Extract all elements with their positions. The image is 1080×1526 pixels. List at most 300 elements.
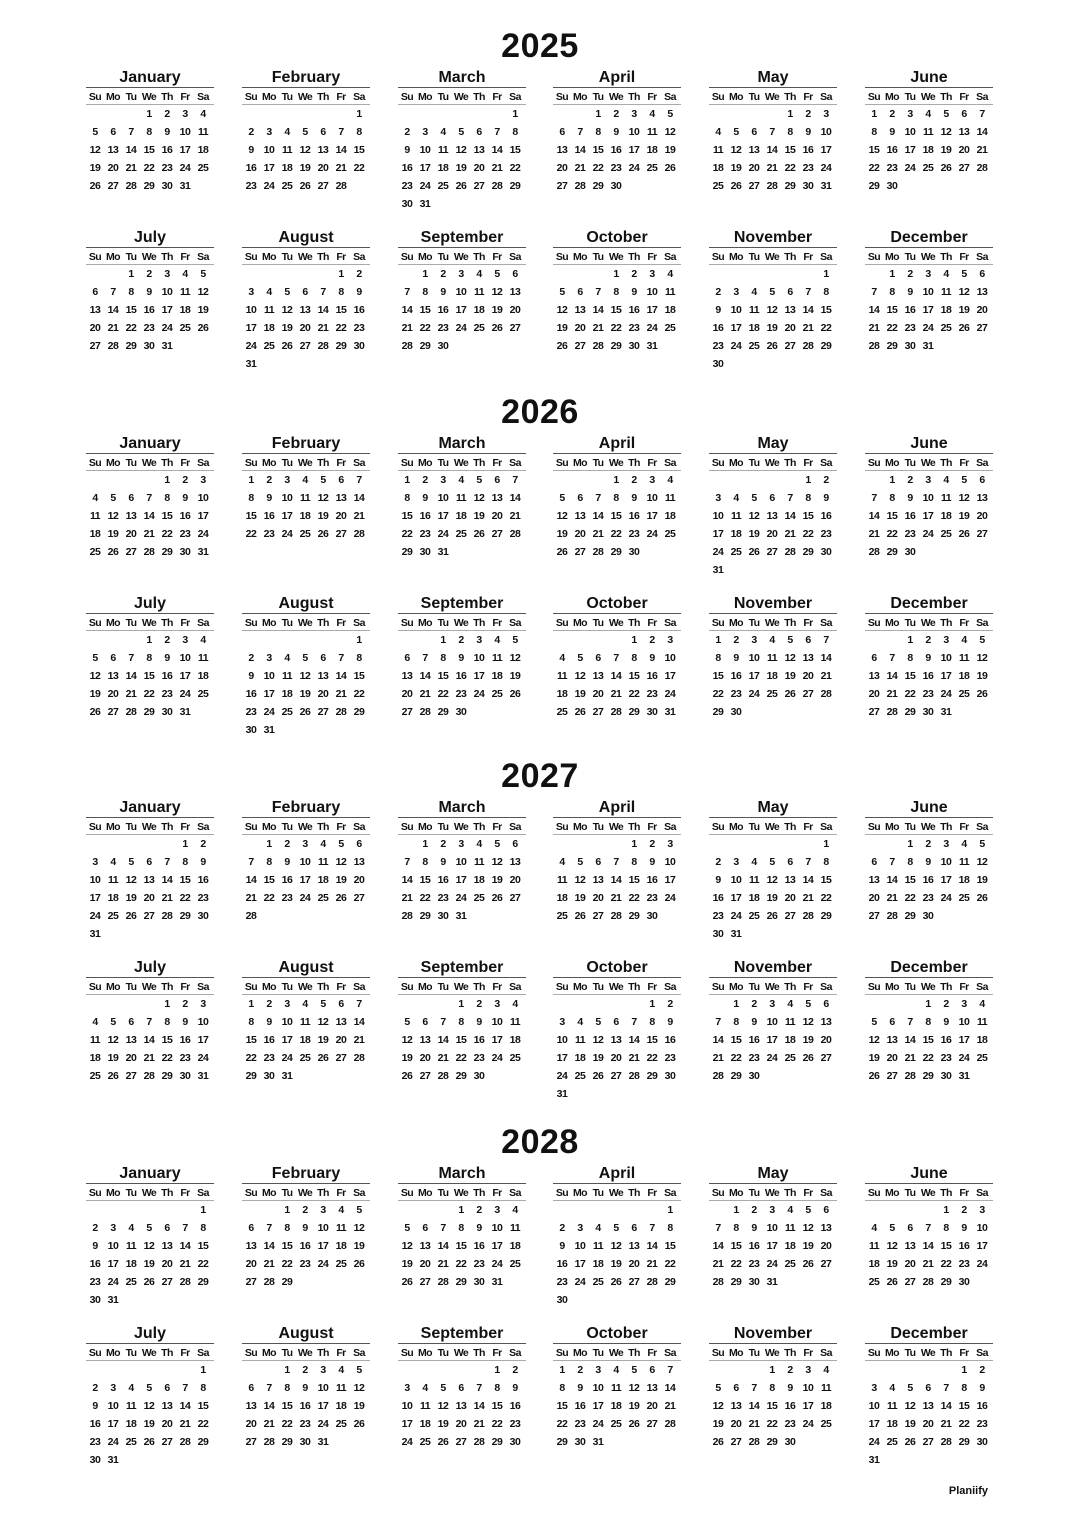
weekday-header-row — [865, 820, 993, 835]
day-cell: 19 — [940, 144, 952, 156]
day-cell: 11 — [820, 1382, 832, 1394]
day-cell — [350, 721, 368, 739]
day-cell: 19 — [958, 304, 970, 316]
weekday-label: Tu — [125, 1347, 137, 1359]
day-cell: 2 — [440, 268, 446, 280]
day-cell: 14 — [125, 144, 137, 156]
day-cell: 23 — [179, 528, 191, 540]
day-cell: 11 — [107, 874, 119, 886]
day-cell: 29 — [820, 340, 832, 352]
weekday-label: Tu — [748, 251, 760, 263]
day-cell: 9 — [284, 856, 290, 868]
day-cell: 24 — [281, 528, 293, 540]
weekday-label: Th — [628, 1347, 640, 1359]
day-cell: 1 — [356, 108, 362, 120]
day-cell: 28 — [802, 340, 814, 352]
weekday-label: Sa — [664, 457, 676, 469]
day-cell: 24 — [197, 528, 209, 540]
day-cell: 12 — [556, 510, 568, 522]
day-cell: 2 — [458, 634, 464, 646]
day-cell: 4 — [476, 268, 482, 280]
month-block — [709, 69, 837, 219]
day-cell: 28 — [610, 706, 622, 718]
week-row — [709, 123, 837, 141]
day-cell: 24 — [107, 1276, 119, 1288]
weekday-label: Th — [784, 457, 796, 469]
day-cell: 11 — [784, 1016, 796, 1028]
day-cell: 3 — [925, 474, 931, 486]
month-block — [398, 959, 526, 1109]
weekday-label: We — [141, 981, 157, 993]
weekday-label: Fr — [803, 251, 813, 263]
day-cell: 6 — [458, 1382, 464, 1394]
week-row — [865, 1031, 993, 1049]
day-cell — [194, 925, 212, 943]
weekday-label: Fr — [336, 821, 346, 833]
day-cell: 7 — [476, 1382, 482, 1394]
day-cell: 9 — [823, 492, 829, 504]
day-cell: 14 — [628, 1034, 640, 1046]
day-cell — [104, 1201, 122, 1219]
day-cell: 22 — [886, 528, 898, 540]
day-cell: 20 — [161, 1418, 173, 1430]
week-row — [865, 1397, 993, 1415]
weekday-label: Fr — [336, 91, 346, 103]
day-cell: 26 — [89, 180, 101, 192]
day-cell: 7 — [146, 492, 152, 504]
day-cell — [745, 355, 763, 373]
day-cell — [86, 265, 104, 283]
week-row — [865, 283, 993, 301]
day-cell — [901, 995, 919, 1013]
week-row — [86, 631, 214, 649]
weekday-label: Mo — [885, 1347, 899, 1359]
weekday-label: Tu — [748, 821, 760, 833]
weekday-header-row — [865, 616, 993, 631]
day-cell: 26 — [802, 1052, 814, 1064]
day-cell: 4 — [284, 126, 290, 138]
day-cell: 3 — [440, 474, 446, 486]
week-row — [398, 631, 526, 649]
day-cell: 22 — [401, 528, 413, 540]
week-row — [865, 835, 993, 853]
day-cell: 9 — [925, 652, 931, 664]
day-cell: 7 — [667, 1364, 673, 1376]
day-cell: 4 — [200, 108, 206, 120]
day-cell: 12 — [89, 670, 101, 682]
day-cell: 19 — [317, 1034, 329, 1046]
day-cell: 28 — [401, 910, 413, 922]
day-cell: 19 — [281, 322, 293, 334]
day-cell: 30 — [401, 198, 413, 210]
day-cell — [452, 1361, 470, 1379]
day-cell: 11 — [125, 1400, 137, 1412]
weekday-label: Fr — [803, 91, 813, 103]
day-cell: 24 — [766, 1052, 778, 1064]
weekday-header-row — [242, 90, 370, 105]
day-cell — [350, 907, 368, 925]
day-cell: 29 — [197, 1436, 209, 1448]
day-cell: 14 — [646, 1240, 658, 1252]
day-cell: 27 — [299, 340, 311, 352]
day-cell: 27 — [868, 910, 880, 922]
day-cell — [781, 471, 799, 489]
day-cell: 6 — [631, 1222, 637, 1234]
day-cell: 8 — [943, 1222, 949, 1234]
weekday-label: Tu — [281, 617, 293, 629]
day-cell — [901, 177, 919, 195]
week-row — [398, 1013, 526, 1031]
day-cell: 25 — [491, 688, 503, 700]
day-cell: 15 — [646, 1034, 658, 1046]
day-cell: 9 — [182, 1016, 188, 1028]
day-cell: 25 — [125, 1436, 137, 1448]
day-cell: 4 — [961, 634, 967, 646]
day-cell: 18 — [556, 892, 568, 904]
day-cell: 28 — [335, 180, 347, 192]
day-cell: 24 — [730, 910, 742, 922]
weekday-label: Sa — [353, 981, 365, 993]
day-cell: 29 — [143, 180, 155, 192]
week-row — [86, 337, 214, 355]
day-cell — [104, 995, 122, 1013]
day-cell: 18 — [335, 1240, 347, 1252]
day-cell: 13 — [455, 1400, 467, 1412]
weekday-label: We — [297, 251, 313, 263]
weekday-header-row — [242, 980, 370, 995]
day-cell: 26 — [353, 1258, 365, 1270]
month-name: May — [709, 1165, 837, 1184]
day-cell: 27 — [317, 180, 329, 192]
day-cell: 10 — [712, 510, 724, 522]
weekday-label: Fr — [180, 91, 190, 103]
weekday-label: Su — [711, 91, 725, 103]
day-cell: 9 — [476, 1222, 482, 1234]
day-cell: 2 — [440, 838, 446, 850]
day-cell: 14 — [491, 144, 503, 156]
day-cell: 8 — [613, 286, 619, 298]
day-cell — [955, 703, 973, 721]
day-cell: 23 — [281, 892, 293, 904]
day-cell: 3 — [110, 1382, 116, 1394]
day-cell: 5 — [404, 1016, 410, 1028]
day-cell: 14 — [107, 304, 119, 316]
day-cell: 3 — [266, 652, 272, 664]
day-cell: 11 — [958, 856, 970, 868]
day-cell: 5 — [631, 1364, 637, 1376]
day-cell — [398, 105, 416, 123]
weekday-label: We — [141, 1187, 157, 1199]
day-cell: 14 — [161, 874, 173, 886]
day-cell: 20 — [245, 1258, 257, 1270]
day-cell: 15 — [886, 304, 898, 316]
weekday-label: Tu — [125, 617, 137, 629]
day-cell: 20 — [143, 892, 155, 904]
day-cell: 23 — [299, 1418, 311, 1430]
weekday-label: We — [920, 821, 936, 833]
day-cell: 4 — [338, 1364, 344, 1376]
day-cell: 17 — [940, 874, 952, 886]
day-cell: 28 — [143, 1070, 155, 1082]
day-cell: 20 — [107, 162, 119, 174]
day-cell — [589, 265, 607, 283]
day-cell: 12 — [143, 1400, 155, 1412]
day-cell — [434, 105, 452, 123]
day-cell: 31 — [317, 1436, 329, 1448]
day-cell: 3 — [577, 1222, 583, 1234]
day-cell: 3 — [248, 286, 254, 298]
day-cell — [314, 105, 332, 123]
day-cell: 31 — [958, 1070, 970, 1082]
day-cell: 16 — [922, 670, 934, 682]
week-row — [865, 1255, 993, 1273]
day-cell — [488, 1067, 506, 1085]
day-cell: 1 — [733, 998, 739, 1010]
weekday-label: Mo — [729, 1347, 743, 1359]
day-cell: 24 — [940, 688, 952, 700]
weekday-label: Tu — [748, 91, 760, 103]
day-cell — [973, 337, 991, 355]
day-cell — [86, 631, 104, 649]
day-cell: 2 — [302, 1204, 308, 1216]
day-cell: 18 — [940, 304, 952, 316]
day-cell: 8 — [631, 652, 637, 664]
day-cell: 29 — [922, 1070, 934, 1082]
week-row — [865, 123, 993, 141]
day-cell: 29 — [730, 1276, 742, 1288]
day-cell: 21 — [107, 322, 119, 334]
day-cell — [314, 1273, 332, 1291]
day-cell: 9 — [631, 286, 637, 298]
day-cell: 23 — [509, 1418, 521, 1430]
day-cell: 20 — [802, 670, 814, 682]
day-cell: 25 — [922, 162, 934, 174]
day-cell: 23 — [179, 1052, 191, 1064]
day-cell: 25 — [197, 162, 209, 174]
weekday-header-row — [398, 250, 526, 265]
day-cell: 18 — [335, 1400, 347, 1412]
day-cell: 18 — [730, 528, 742, 540]
day-cell — [625, 1085, 643, 1103]
day-cell: 16 — [574, 1400, 586, 1412]
day-cell — [314, 721, 332, 739]
day-cell — [763, 835, 781, 853]
day-cell: 10 — [976, 1222, 988, 1234]
day-cell — [817, 703, 835, 721]
day-cell: 17 — [712, 528, 724, 540]
day-cell: 3 — [200, 474, 206, 486]
day-cell: 31 — [245, 358, 257, 370]
day-cell: 4 — [92, 492, 98, 504]
day-cell: 7 — [577, 126, 583, 138]
day-cell: 6 — [805, 634, 811, 646]
month-block — [242, 69, 370, 219]
day-cell: 28 — [179, 1276, 191, 1288]
day-cell: 11 — [197, 652, 209, 664]
day-cell: 20 — [868, 688, 880, 700]
day-cell: 25 — [958, 892, 970, 904]
week-row — [709, 889, 837, 907]
day-cell: 18 — [491, 670, 503, 682]
day-cell: 31 — [664, 706, 676, 718]
day-cell — [625, 177, 643, 195]
day-cell: 11 — [281, 670, 293, 682]
week-row — [865, 907, 993, 925]
day-cell — [176, 1291, 194, 1309]
day-cell: 17 — [868, 1418, 880, 1430]
day-cell: 9 — [559, 1240, 565, 1252]
day-cell: 2 — [248, 126, 254, 138]
day-cell: 22 — [161, 528, 173, 540]
weekday-label: Th — [161, 251, 173, 263]
day-cell: 20 — [335, 1034, 347, 1046]
weekday-label: Mo — [729, 457, 743, 469]
day-cell: 14 — [886, 670, 898, 682]
day-cell — [488, 195, 506, 213]
weekday-label: Sa — [509, 1347, 521, 1359]
day-cell: 24 — [664, 892, 676, 904]
day-cell: 8 — [787, 126, 793, 138]
month-block — [398, 1325, 526, 1475]
day-cell: 29 — [401, 546, 413, 558]
day-cell: 15 — [419, 874, 431, 886]
day-cell: 14 — [940, 1400, 952, 1412]
day-cell — [176, 337, 194, 355]
day-cell: 17 — [664, 670, 676, 682]
day-cell — [817, 561, 835, 579]
day-cell: 20 — [868, 892, 880, 904]
brand-logo-text: Planiify — [948, 1485, 988, 1497]
day-cell: 21 — [802, 892, 814, 904]
day-cell: 17 — [820, 144, 832, 156]
day-cell: 13 — [784, 874, 796, 886]
day-cell: 18 — [509, 1034, 521, 1046]
weekday-label: Fr — [492, 91, 502, 103]
day-cell: 7 — [338, 652, 344, 664]
day-cell: 18 — [610, 1400, 622, 1412]
weekday-label: We — [297, 981, 313, 993]
day-cell: 17 — [89, 892, 101, 904]
day-cell: 4 — [512, 998, 518, 1010]
weekday-label: Th — [317, 1347, 329, 1359]
day-cell: 15 — [628, 874, 640, 886]
weekday-label: Mo — [262, 1347, 276, 1359]
day-cell: 7 — [494, 126, 500, 138]
month-block — [709, 1325, 837, 1475]
month-name: March — [398, 435, 526, 454]
day-cell: 3 — [595, 1364, 601, 1376]
day-cell: 16 — [299, 1240, 311, 1252]
day-cell: 22 — [628, 892, 640, 904]
day-cell: 8 — [248, 492, 254, 504]
day-cell: 31 — [491, 1276, 503, 1288]
day-cell: 15 — [904, 874, 916, 886]
day-cell: 6 — [164, 1382, 170, 1394]
day-cell — [260, 1361, 278, 1379]
day-cell: 31 — [179, 180, 191, 192]
day-cell: 3 — [494, 1204, 500, 1216]
day-cell: 9 — [458, 652, 464, 664]
weekday-label: Mo — [262, 457, 276, 469]
weekday-header-row — [709, 820, 837, 835]
day-cell: 21 — [263, 1258, 275, 1270]
day-cell: 11 — [784, 1222, 796, 1234]
weekday-label: Fr — [959, 251, 969, 263]
week-row — [86, 1291, 214, 1309]
day-cell: 21 — [712, 1052, 724, 1064]
week-row — [865, 685, 993, 703]
day-cell: 5 — [302, 126, 308, 138]
weekday-label: Th — [317, 91, 329, 103]
day-cell — [122, 995, 140, 1013]
day-cell — [314, 631, 332, 649]
month-block — [709, 229, 837, 379]
day-cell: 11 — [299, 1016, 311, 1028]
weekday-label: Sa — [197, 981, 209, 993]
day-cell — [589, 1201, 607, 1219]
day-cell: 4 — [476, 838, 482, 850]
week-row — [242, 1379, 370, 1397]
week-row — [709, 1379, 837, 1397]
weekday-label: Sa — [976, 821, 988, 833]
day-cell — [727, 471, 745, 489]
day-cell: 19 — [766, 322, 778, 334]
day-cell: 6 — [302, 286, 308, 298]
day-cell: 3 — [715, 492, 721, 504]
day-cell: 12 — [317, 492, 329, 504]
day-cell: 31 — [89, 928, 101, 940]
day-cell: 11 — [556, 874, 568, 886]
day-cell: 5 — [440, 1382, 446, 1394]
day-cell: 2 — [164, 634, 170, 646]
weekday-label: Sa — [664, 821, 676, 833]
day-cell: 10 — [161, 286, 173, 298]
week-row — [242, 703, 370, 721]
day-cell — [799, 1433, 817, 1451]
day-cell: 6 — [979, 474, 985, 486]
month-block — [709, 1165, 837, 1315]
day-cell: 16 — [263, 1034, 275, 1046]
day-cell — [799, 355, 817, 373]
day-cell: 30 — [473, 1276, 485, 1288]
week-row — [86, 525, 214, 543]
day-cell: 7 — [715, 1222, 721, 1234]
day-cell: 4 — [266, 286, 272, 298]
day-cell: 2 — [92, 1222, 98, 1234]
day-cell: 25 — [592, 1276, 604, 1288]
day-cell — [865, 1201, 883, 1219]
week-row — [398, 195, 526, 213]
day-cell: 31 — [556, 1088, 568, 1100]
weekday-label: Mo — [418, 981, 432, 993]
day-cell: 13 — [419, 1240, 431, 1252]
day-cell: 14 — [976, 126, 988, 138]
day-cell: 7 — [979, 108, 985, 120]
week-row — [709, 835, 837, 853]
weekday-label: Sa — [820, 251, 832, 263]
day-cell: 26 — [197, 322, 209, 334]
day-cell: 21 — [143, 528, 155, 540]
weekday-label: Th — [161, 1347, 173, 1359]
weekday-label: Mo — [573, 251, 587, 263]
day-cell: 24 — [766, 1258, 778, 1270]
weekday-label: Tu — [437, 1347, 449, 1359]
weekday-label: Mo — [729, 821, 743, 833]
weekday-header-row — [709, 1346, 837, 1361]
day-cell: 11 — [766, 652, 778, 664]
weekday-label: Sa — [820, 821, 832, 833]
week-row — [865, 995, 993, 1013]
